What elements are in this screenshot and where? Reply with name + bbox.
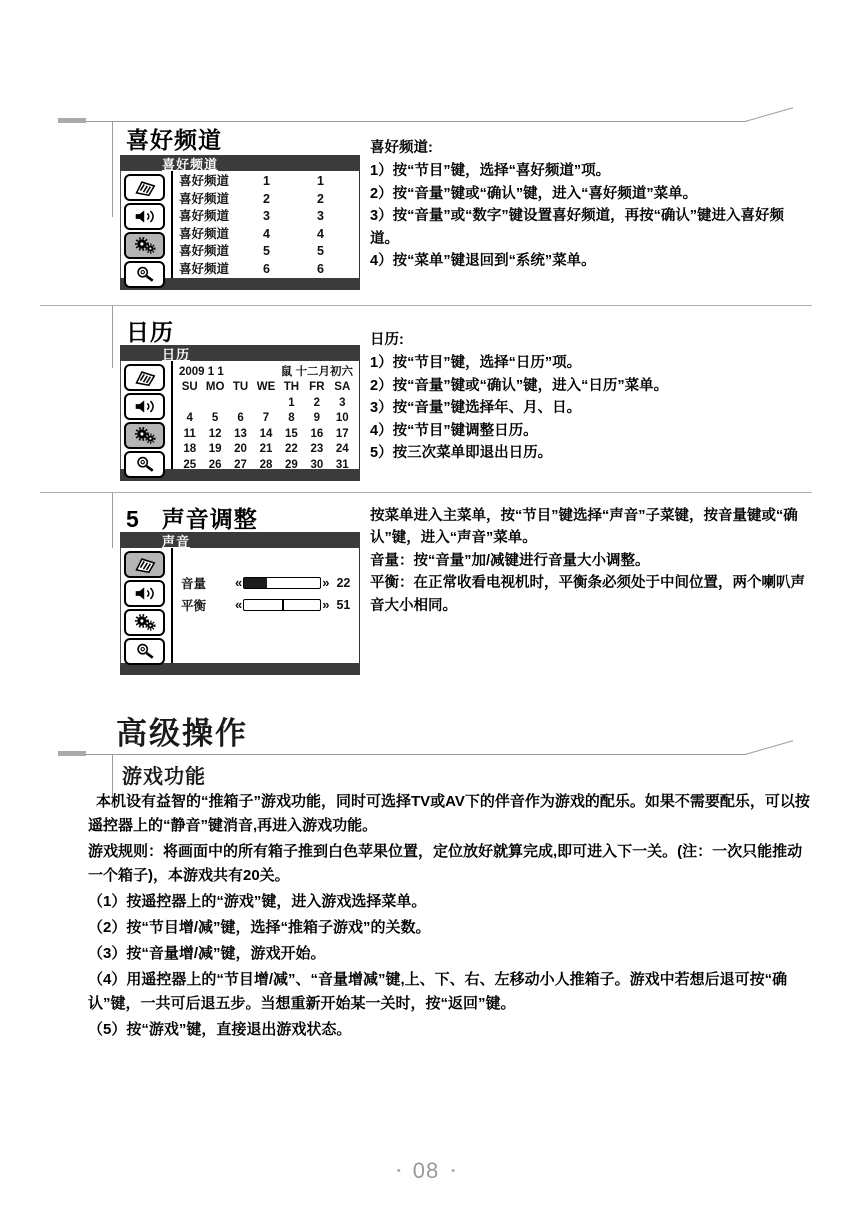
section-tick [112, 493, 113, 548]
page-footer [0, 1158, 852, 1184]
speaker-icon [124, 203, 165, 230]
osd-title-bar [120, 532, 360, 548]
instruction-step: 5）按三次菜单即退出日历。 [370, 445, 553, 462]
osd-title: 喜好频道 [162, 156, 219, 172]
calendar-grid [171, 361, 359, 469]
osd-icon-column [121, 171, 171, 278]
osd-title-bar [120, 155, 360, 171]
calendar-section-heading: 日历 [126, 319, 174, 345]
volume-value: 22 [336, 576, 351, 590]
favorite-row: 喜好频道 6 6 [179, 261, 324, 276]
volume-row: 音量 « » 22 [181, 575, 351, 591]
slider-left-arrow-icon: « [235, 597, 243, 612]
header-rule-accent [58, 751, 86, 756]
sound-section-heading: 5 声音调整 [126, 506, 258, 532]
slider-left-arrow-icon: « [235, 575, 243, 590]
calendar-menu-screenshot [120, 345, 360, 481]
instructions-title: 日历: [370, 332, 404, 348]
balance-value: 51 [336, 598, 351, 612]
picture-icon [124, 551, 165, 578]
sound-description: 按菜单进入主菜单，按“节目”键选择“声音”子菜键，按音量键或“确认”键，进入“声音”菜单。 [370, 508, 798, 547]
gears-icon [124, 422, 165, 449]
section-tick [112, 122, 113, 217]
balance-center-mark [282, 600, 284, 610]
page-number: 08 [412, 1158, 440, 1183]
game-function-text [88, 790, 814, 1044]
favorite-menu-screenshot [120, 155, 360, 290]
game-rules-label: 游戏规则： [88, 843, 164, 860]
favorite-section-heading: 喜好频道 [126, 127, 222, 153]
instructions-title: 喜好频道: [370, 140, 433, 156]
volume-slider [243, 577, 321, 589]
footer-bullet-icon: • [451, 1165, 456, 1177]
sound-instructions [370, 505, 810, 617]
section-tick [112, 306, 113, 368]
sound-menu-rows [171, 548, 359, 663]
favorite-instructions [370, 137, 810, 273]
favorite-row: 喜好频道 3 3 [179, 209, 324, 223]
header-rule-diagonal [745, 740, 793, 755]
sound-volume-note: 音量：按“音量”加/减键进行音量大小调整。 [370, 552, 650, 569]
osd-icon-column [121, 548, 171, 663]
favorite-row: 喜好频道 5 5 [179, 244, 324, 258]
section-divider [40, 492, 812, 493]
instruction-step: 1）按“节目”键，选择“喜好频道”项。 [370, 163, 611, 180]
instruction-step: 1）按“节目”键，选择“日历”项。 [370, 355, 582, 372]
game-function-heading: 游戏功能 [122, 766, 206, 788]
favorite-row: 喜好频道 1 1 [179, 174, 324, 188]
sound-menu-screenshot [120, 532, 360, 675]
footer-bullet-icon: • [396, 1165, 401, 1177]
search-icon [124, 451, 165, 478]
gears-icon [124, 609, 165, 636]
speaker-icon [124, 580, 165, 607]
header-rule-diagonal [745, 107, 793, 122]
calendar-weekday-row: SU MO TU WE TH FR SA [181, 381, 351, 393]
picture-icon [124, 364, 165, 391]
osd-title: 日历 [162, 346, 191, 362]
instruction-step: 4）按“节目”键调整日历。 [370, 422, 538, 439]
instruction-step: 3）按“音量”或“数字”键设置喜好频道，再按“确认”键进入喜好频道。 [370, 208, 785, 247]
instruction-step: 4）按“菜单”键退回到“系统”菜单。 [370, 253, 596, 270]
calendar-days: 1 2 3 4 5 6 7 8 9 10 11 12 13 14 15 16 17 18 19 20 21 22 23 24 25 26 27 28 29 30 31 [183, 396, 349, 469]
picture-icon [124, 174, 165, 201]
osd-icon-column [121, 361, 171, 469]
game-step: （2）按“节目增/减”键，选择“推箱子游戏”的关数。 [88, 919, 431, 936]
instruction-step: 3）按“音量”键选择年、月、日。 [370, 400, 582, 417]
game-step: （5）按“游戏”键，直接退出游戏状态。 [88, 1021, 352, 1038]
header-rule [58, 754, 746, 755]
search-icon [124, 261, 165, 288]
instruction-step: 2）按“音量”键或“确认”键，进入“日历”菜单。 [370, 377, 669, 394]
game-intro-paragraph: 本机设有益智的“推箱子”游戏功能，同时可选择TV或AV下的伴音作为游戏的配乐。如果不需要配乐，可以按遥控器上的“静音”键消音,再进入游戏功能。 [88, 793, 810, 834]
game-rules-paragraph: 游戏规则：将画面中的所有箱子推到白色苹果位置，定位放好就算完成,即可进入下一关。(注：一次只能推动一个箱子)，本游戏共有20关。 [88, 843, 803, 884]
advanced-heading: 高级操作 [116, 716, 248, 751]
balance-row: 平衡 « » 51 [181, 597, 351, 613]
favorite-row: 喜好频道 4 4 [179, 226, 324, 241]
instruction-step: 2）按“音量”键或“确认”键，进入“喜好频道”菜单。 [370, 185, 698, 202]
game-step: （4）用遥控器上的“节目增/减”、“音量增减”键,上、下、右、左移动小人推箱子。游戏中若想后退可按“确认”键，一共可后退五步。当想重新开始某一关时，按“返回”键。 [88, 971, 788, 1012]
sound-balance-note: 平衡：在正常收看电视机时，平衡条必须处于中间位置，两个喇叭声音大小相同。 [370, 575, 805, 614]
speaker-icon [124, 393, 165, 420]
game-step: （3）按“音量增/减”键，游戏开始。 [88, 945, 326, 962]
gears-icon [124, 232, 165, 259]
favorite-menu-rows [171, 171, 359, 278]
calendar-date: 2009 1 1 [179, 366, 224, 378]
calendar-lunar-date: 鼠 十二月初六 [280, 366, 353, 378]
calendar-instructions [370, 329, 810, 465]
section-number: 5 [126, 506, 140, 532]
game-step: （1）按遥控器上的“游戏”键，进入游戏选择菜单。 [88, 893, 427, 910]
osd-title-bar [120, 345, 360, 361]
section-divider [40, 305, 812, 306]
slider-right-arrow-icon: » [322, 597, 330, 612]
header-rule-accent [58, 118, 86, 123]
osd-title: 声音 [162, 533, 191, 549]
balance-slider [243, 599, 321, 611]
favorite-row: 喜好频道 2 2 [179, 191, 324, 206]
search-icon [124, 638, 165, 665]
slider-right-arrow-icon: » [322, 575, 330, 590]
